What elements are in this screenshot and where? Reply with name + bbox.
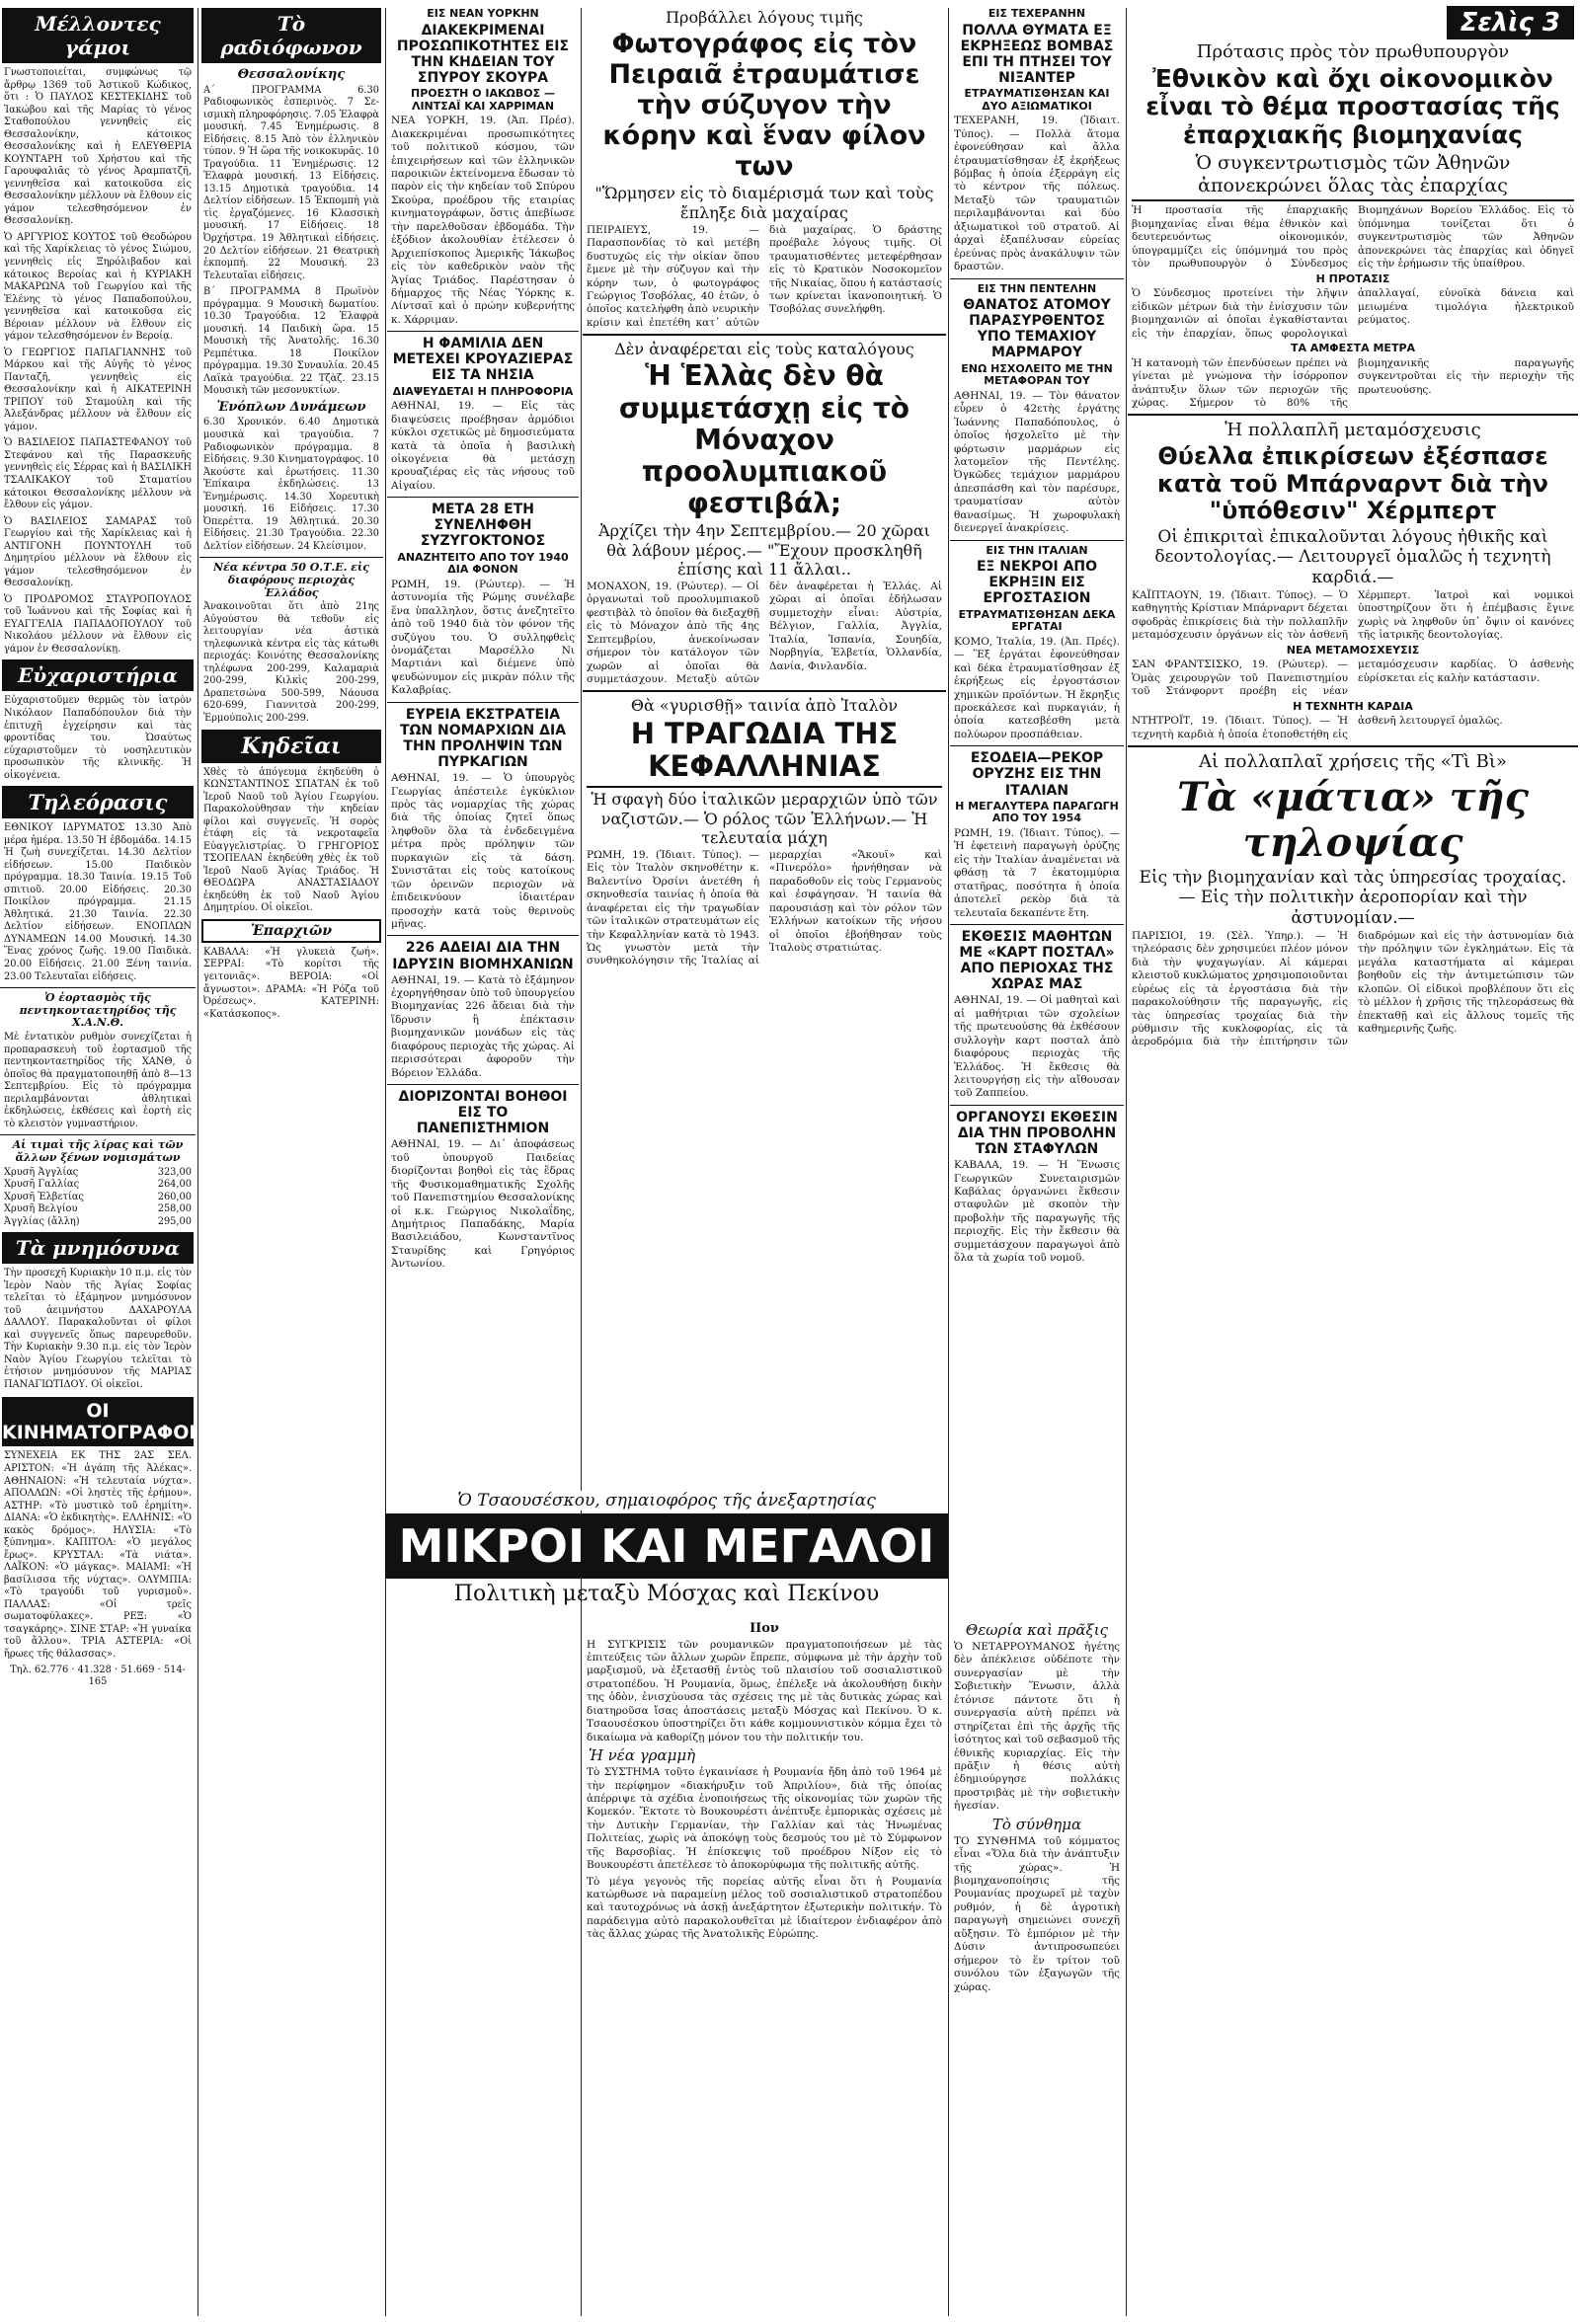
subhead-theory-practice: Θεωρία καὶ πρᾶξις: [965, 1621, 1109, 1639]
headline-postcards: ΕΚΘΕΣΙΣ ΜΑΘΗΤΩΝ ΜΕ «ΚΑΡΤ ΠΟΣΤΑΛ» ΑΠΟ ΠΕΡΙΟΧΑΣ ΤΗΣ ΧΩΡΑΣ ΜΑΣ: [959, 928, 1115, 993]
currency-value: 295,00: [157, 1215, 192, 1227]
headline-rice-record: ΕΣΟΔΕΙΑ—ΡΕΚΟΡ ΟΡΥΖΗΣ ΕΙΣ ΤΗΝ ΙΤΑΛΙΑΝ: [970, 750, 1104, 799]
headline-tv-eyes: Τὰ «μάτια» τῆς τηλοψίας: [1177, 773, 1529, 866]
column-3: [387, 0, 579, 2324]
weddings-text-2: Ὁ ΑΡΓΥΡΙΟΣ ΚΟΥΤΟΣ τοῦ Θεοδώρου καὶ τῆς Χαρίκλειας τὸ γένος Σιώμου, γεννηθεὶς εἰς Ξηρόλιβαδον καὶ κάτοικος Βεροίας καὶ ἡ ΚΥΡΙΑΚΗ ΜΑΚΑΡΩΝΑ τοῦ Γεωργίου καὶ τῆς Ἑλένης τὸ γένος Παπαδοπούλου, γεννηθεῖσα καὶ κατοικοῦσα εἰς Βέροιαν μέλλουν νὰ ἔλθουν εἰς γάμον τελεσθησόμενον ἐν Βεροίᾳ.: [4, 231, 192, 343]
headline-barnard: Θύελλα ἐπικρίσεων ἐξέσπασε κατὰ τοῦ Μπάρναρντ διὰ τὴν "ὑπόθεσιν" Χέρμπερτ: [1156, 442, 1549, 525]
ceausescu-text-2: Τὸ ΣΥΣΤΗΜΑ τοῦτο ἐγκαινίασε ἡ Ρουμανία ἤδη ἀπὸ τοῦ 1964 μὲ τὴν περίφημον «διακήρυξιν τοῦ Ἀπριλίου», διὰ τῆς ὁποίας ἀπέρριψε τὰ σχέδια ἐνοποιήσεως τῆς οἰκονομίας τῶν χωρῶν τῆς Κομεκόν. Ἔκτοτε τὸ Βουκουρέστι ἀνέπτυξε ἐμπορικὰς σχέσεις μὲ τὴν Δυτικὴν Γερμανίαν, τὴν Γαλλίαν καὶ τὰς Ἡνωμένας Πολιτείας, χωρὶς νὰ ἀποκόψῃ τοὺς δεσμούς του μὲ τὸ Σύμφωνον τῆς Βαρσοβίας. Ἡ ἐπίσκεψις τοῦ προέδρου Νίξον εἰς τὸ Βουκουρέστι ἀπετέλεσε τὸ ἀποκορύφωμα τῆς πολιτικῆς αὐτῆς.: [587, 1766, 942, 1872]
subhead-munich: Ἀρχίζει τὴν 4ην Σεπτεμβρίου.— 20 χῶραι θὰ λάβουν μέρος.— "Ἔχουν προσκληθῆ ἐπίσης καὶ 11 ἄλλαι..: [598, 521, 930, 579]
theory-practice-text: Ὁ ΝΕΤΑΡΡΟΥΜΑΝΟΣ ἡγέτης δὲν ἀπέκλεισε οὐδέποτε τὴν συνεργασίαν μὲ τὴν Σοβιετικὴν Ἕνωσιν, ἀλλὰ ἐτόνισε πάντοτε ὅτι ἡ συνεργασία αὐτὴ πρέπει νὰ στηρίζεται ἐπὶ τῆς ἀρχῆς τῆς ἰσότητος καὶ τοῦ σεβασμοῦ τῆς ἐθνικῆς κυριαρχίας. Εἰς τὴν πρᾶξιν ἡ θέσις αὐτὴ ἐδημιούργησε πολλάκις προστριβὰς μὲ τὴν σοβιετικὴν ἡγεσίαν.: [954, 1641, 1120, 1813]
subhead-tehran: ΕΤΡΑΥΜΑΤΙΣΘΗΣΑΝ ΚΑΙ ΔΥΟ ΑΞΙΩΜΑΤΙΚΟΙ: [964, 87, 1110, 113]
wife-killer-text: ΡΩΜΗ, 19. (Ρώυτερ). — Ἡ ἀστυνομία τῆς Ρώμης συνέλαβε ἕνα ὑπαλληλον, ὅστις ἀνεζητεῖτο ἀπὸ τοῦ 1940 διὰ τὸν φόνον τῆς συζύγου του. Ὁ συλληφθεὶς ὀνομάζεται Μαρσέλλο Νι Μαρτιάνι καὶ διέμενε ὑπὸ ψευδώνυμον εἰς μικρὰν πόλιν τῆς Καλαβρίας.: [391, 578, 575, 697]
rice-text: ΡΩΜΗ, 19. (Ἰδιαιτ. Τύπος). — Ἡ ἐφετεινὴ παραγωγὴ ὀρύζης εἰς τὴν Ἰταλίαν ἀναμένεται νὰ φθάσῃ τὰ 7 ἑκατομμύρια στατῆρας, ποσότητα ἡ ὁποία ἀποτελεῖ ρεκὸρ διὰ τὰ τελευταῖα δεκαπέντε ἔτη.: [954, 826, 1120, 919]
munich-text: ΜΟΝΑΧΟΝ, 19. (Ρώυτερ). — Οἱ ὀργανωταὶ τοῦ προολυμπιακοῦ φεστιβὰλ τὸ ὁποῖον θὰ διεξαχθῇ εἰς τὸ Μόναχον ἀπὸ τῆς 4ης Σεπτεμβρίου, ἀνεκοίνωσαν σήμερον τὸν κατάλογον τῶν χωρῶν αἱ ὁποῖαι θὰ συμμετάσχουν. Μεταξὺ αὐτῶν δὲν ἀναφέρεται ἡ Ἑλλάς. Αἱ χῶραι αἱ ὁποῖαι ἐδήλωσαν συμμετοχὴν εἶναι: Αὐστρία, Βέλγιον, Γαλλία, Ἀγγλία, Ἰταλία, Ἰσπανία, Σουηδία, Νορβηγία, Ἑλβετία, Ὁλλανδία, Δανία, Φινλανδία.: [587, 580, 942, 686]
kicker-kefalonia: Θὰ «γυρισθῇ» ταινία ἀπὸ Ἰταλὸν: [630, 696, 899, 716]
subhead-photographer: "Ὥρμησεν εἰς τὸ διαμέρισμά των καὶ τοὺς ἔπληξε διὰ μαχαίρας: [594, 184, 934, 222]
currency-label: Χρυσῆ Ἑλβετίας: [4, 1191, 84, 1202]
subhead-artificial-heart: Η ΤΕΧΝΗΤΗ ΚΑΡΔΙΑ: [1293, 699, 1413, 713]
currency-price-row: [4, 1216, 192, 1229]
subhead-marble: ΕΝΩ ΗΣΧΟΛΕΙΤΟ ΜΕ ΤΗΝ ΜΕΤΑΦΟΡΑΝ ΤΟΥ: [961, 361, 1113, 388]
column-rule: [948, 8, 949, 2316]
weddings-text-3: Ὁ ΓΕΩΡΓΙΟΣ ΠΑΠΑΓΙΑΝΝΗΣ τοῦ Μάρκου καὶ τῆς Αὐγῆς τὸ γένος Πανταζῆ, γεννηθεὶς εἰς Θεσσαλονίκην καὶ ἡ ΑΙΚΑΤΕΡΙΝΗ ΤΡΙΠΟΥ τοῦ Σταμούλη καὶ τῆς Ἀλεξάνδρας μέλλουν νὰ ἔλθουν εἰς γάμον.: [4, 347, 192, 432]
currency-value: 258,00: [157, 1203, 192, 1215]
kicker-italy: ΕΙΣ ΤΗΝ ΙΤΑΛΙΑΝ: [986, 543, 1088, 557]
artificial-heart-text: ΝΤΗΤΡΟΪΤ, 19. (Ἰδιαιτ. Τύπος). — Ἡ τεχνητὴ καρδιὰ ἡ ὁποία ἐτοποθετήθη εἰς ἀσθενῆ λειτουργεῖ ὁμαλῶς.: [1132, 715, 1503, 740]
kicker-tehran: ΕΙΣ ΤΕΧΕΡΑΝΗΝ: [988, 7, 1086, 20]
subhead-kefalonia: Ἡ σφαγὴ δύο ἰταλικῶν μεραρχιῶν ὑπὸ τῶν ναζιστῶν.— Ὁ ρόλος τῶν Ἑλλήνων.— Ἡ τελευταία μάχη: [591, 790, 938, 847]
kicker-tv-uses: Αἱ πολλαπλαῖ χρήσεις τῆς «Τὶ Βὶ»: [1199, 751, 1507, 773]
headline-grapes: ΟΡΓΑΝΟΥΣΙ ΕΚΘΕΣΙΝ ΔΙΑ ΤΗΝ ΠΡΟΒΟΛΗΝ ΤΩΝ ΣΤΑΦΥΛΩΝ: [956, 1109, 1118, 1158]
section-head-weddings: Μέλλοντες γάμοι: [2, 8, 194, 63]
currency-label: Χρυσῆ Γαλλίας: [4, 1179, 80, 1191]
headline-industry-permits: 226 ΑΔΕΙΑΙ ΔΙΑ ΤΗΝ ΙΔΡΥΣΙΝ ΒΙΟΜΗΧΑΝΙΩΝ: [392, 940, 574, 972]
currency-value: 260,00: [157, 1191, 192, 1202]
radio-subhead-thessaloniki: Θεσσαλονίκης: [237, 67, 346, 82]
currency-price-row: [4, 1167, 192, 1180]
provinces-cinemas-text: ΚΑΒΑΛΑ: «Ἡ γλυκειὰ ζωή». ΣΕΡΡΑΙ: «Τὸ κορίτσι τῆς γειτονιᾶς». ΒΕΡΟΙΑ: «Οἱ ἄγνωστοι». ΔΡΑΜΑ: «Ἡ Ρόζα τοῦ Ὀρέσεως». ΚΑΤΕΡΙΝΗ: «Κατάσκοπος».: [203, 946, 379, 1020]
subhead-measures: ΤΑ ΑΜΦΕΣΤΑ ΜΕΤΡΑ: [1290, 342, 1416, 355]
kicker-new-york: ΕΙΣ ΝΕΑΝ ΥΟΡΚΗΝ: [427, 7, 539, 20]
page-number-label: Σελὶς 3: [1447, 6, 1574, 39]
column-4: [583, 0, 946, 2324]
barnard-text: ΚΑΪΠΤΑΟΥΝ, 19. (Ἰδιαιτ. Τύπος). — Ὁ καθηγητὴς Κρίστιαν Μπάρναρντ δέχεται σφοδρὰς ἐπικρίσεις διὰ τὴν πολλαπλῆν μεταμόσχευσιν ὀργάνων εἰς τὸν ἀσθενῆ Χέρμπερτ. Ἰατροὶ καὶ νομικοὶ ὑποστηρίζουν ὅτι ἡ ἐπέμβασις ἔγινε χωρὶς νὰ ληφθοῦν ὑπ᾿ ὄψιν οἱ κανόνες τῆς ἰατρικῆς δεοντολογίας.: [1132, 588, 1574, 642]
kefalonia-text: ΡΩΜΗ, 19. (Ἰδιαιτ. Τύπος). — Εἰς τὸν Ἰταλὸν σκηνοθέτην κ. Βαλεντίνο Ὀρσίνι ἀνετέθη ἡ σκηνοθεσία ταινίας ἡ ὁποία θὰ ἀναφέρεται εἰς τὴν τραγωδίαν τῶν ἰταλικῶν στρατευμάτων εἰς τὴν Κεφαλληνίαν κατὰ τὸ 1943. Ὡς γνωστὸν μετὰ τὴν συνθηκολόγησιν τῆς Ἰταλίας αἱ μεραρχίαι «Ἄκουϊ» καὶ «Πινερόλο» ἠρνήθησαν νὰ παραδοθοῦν εἰς τοὺς Γερμανοὺς καὶ ἐσφάγησαν. Ἡ ταινία θὰ παρουσιάσῃ καὶ τὸν ρόλον τῶν Ἑλλήνων κατοίκων τῆς νήσου οἱ ὁποῖοι ἐβοήθησαν τοὺς Ἰταλοὺς στρατιώτας.: [587, 848, 942, 968]
kicker-transplant: Ἡ πολλαπλῆ μεταμόσχευσις: [1224, 420, 1481, 441]
section-head-radio: Τὸ ραδιόφωνον: [201, 8, 381, 63]
section-head-cinemas: ΟΙ ΚΙΝΗΜΑΤΟΓΡΑΦΟΙ: [2, 1397, 194, 1446]
headline-photographer: Φωτογράφος εἰς τὸν Πειραιᾶ ἐτραυμάτισε τὴν σύζυγον τὴν κόρην καὶ ἕναν φίλον των: [602, 29, 926, 183]
subhead-new-line: Ἡ νέα γραμμὴ: [589, 1746, 696, 1765]
subhead-proposal: Η ΠΡΟΤΑΣΙΣ: [1315, 271, 1390, 285]
television-text: ΕΘΝΙΚΟΥ ΙΔΡΥΜΑΤΟΣ 13.30 Ἀπὸ μέρα ἡμέρα. 13.50 Ἡ ἑβδομάδα. 14.15 Ἡ ζωὴ συνεχίζεται. 14.30 Δελτίον εἰδήσεων. 15.00 Παιδικὸν πρόγραμμα. 18.30 Ταινία. 19.15 Τοῦ σπιτιοῦ. 20.00 Εἰδήσεις. 20.30 Ποικίλον πρόγραμμα. 21.15 Ἀθλητικά. 21.30 Ταινία. 22.30 Δελτίον εἰδήσεων. ΕΝΟΠΛΩΝ ΔΥΝΑΜΕΩΝ 14.00 Μουσική. 14.30 Ἕνας χρόνος ζωῆς. 19.00 Παιδικὰ. 20.00 Εἰδήσεις. 21.00 Ξένη ταινία. 23.00 Τελευταῖαι εἰδήσεις.: [4, 822, 192, 982]
ote-centers-text: Ἀνακοινοῦται ὅτι ἀπὸ 21ης Αὐγούστου θὰ τεθοῦν εἰς λειτουργίαν νέα ἀστικὰ τηλεφωνικὰ κέντρα εἰς τὰς κάτωθι περιοχάς: Κοινότης Θεσσαλονίκης τηλέφωνα 200-299, Καλαμαριὰ 200-299, Κιλκὶς 200-299, Δραπετσώνα 500-599, Νάουσα 620-699, Γιαννιτσὰ 200-299, Ἑρμούπολις 200-299.: [203, 601, 379, 725]
column-1: [0, 0, 196, 2324]
xanth-text: Μὲ ἐντατικὸν ρυθμὸν συνεχίζεται ἡ προπαρασκευὴ τοῦ ἑορτασμοῦ τῆς πεντηκονταετηρίδος τῆς ΧΑΝΘ, ὁ ὁποῖος θὰ πραγματοποιηθῇ ἀπὸ 8—13 Σεπτεμβρίου. Εἰς τὸ πρόγραμμα περιλαμβάνονται ἀθλητικαὶ ἐκδηλώσεις, ἐκθέσεις καὶ ἑορτὴ εἰς τὸ κλειστὸν γυμναστήριον.: [4, 1031, 192, 1129]
headline-marble-death: ΘΑΝΑΤΟΣ ΑΤΟΜΟΥ ΠΑΡΑΣΥΡΘΕΝΤΟΣ ΥΠΟ ΤΕΜΑΧΙΟΥ ΜΑΡΜΑΡΟΥ: [963, 297, 1111, 361]
tv-uses-text: ΠΑΡΙΣΙΟΙ, 19. (Σὲλ. Ὑπηρ.). — Ἡ τηλεόρασις δὲν χρησιμεύει πλέον μόνον διὰ τὴν ψυχαγωγίαν. Αἱ κάμεραι κλειστοῦ κυκλώματος χρησιμοποιοῦνται εὐρέως εἰς τὰ ἐργοστάσια διὰ τὴν παρακολούθησιν τῆς παραγωγῆς, εἰς τὰς ὑπηρεσίας τροχαίας διὰ τὴν ρύθμισιν τῆς κυκλοφορίας, εἰς τὰ ἀεροδρόμια διὰ τὴν ἐπιτήρησιν τῶν διαδρόμων καὶ εἰς τὴν ἀστυνομίαν διὰ τὴν πρόληψιν τῶν ἐγκλημάτων. Εἰς τὰ μεγάλα καταστήματα αἱ κάμεραι βοηθοῦν εἰς τὴν ἀντιμετώπισιν τῶν κλοπῶν. Οἱ εἰδικοὶ προβλέπουν ὅτι εἰς τὸ μέλλον ἡ χρῆσις τῆς τηλεοράσεως θὰ ἐπεκταθῇ καὶ εἰς ἄλλους τομεῖς τῆς καθημερινῆς ζωῆς.: [1132, 929, 1574, 1048]
section-head-provinces: Ἐπαρχιῶν: [201, 919, 381, 943]
provincial-industry-text-1: Ἡ προστασία τῆς ἐπαρχιακῆς βιομηχανίας εἶναι θέμα ἐθνικὸν καὶ δευτερευόντως οἰκονομικόν, ὑπογραμμίζει εἰς ὑπόμνημά του πρὸς τὸν πρωθυπουργὸν ὁ Σύνδεσμος Βιομηχάνων Βορείου Ἑλλάδος. Εἰς τὸ ὑπόμνημα τονίζεται ὅτι ὁ συγκεντρωτισμὸς τῶν Ἀθηνῶν ἀπονεκρώνει τὰς ἐπαρχίας καὶ ὁδηγεῖ εἰς τὴν ἐρήμωσιν τῆς ὑπαίθρου.: [1132, 204, 1574, 271]
banner-subhead: Πολιτικὴ μεταξὺ Μόσχας καὶ Πεκίνου: [453, 1582, 880, 1607]
headline-factory-explosion: ΕΞ ΝΕΚΡΟΙ ΑΠΟ ΕΚΡΗΞΙΝ ΕΙΣ ΕΡΓΟΣΤΑΣΙΟΝ: [976, 559, 1098, 607]
currency-price-row: [4, 1203, 192, 1216]
provincial-industry-text-3: Ἡ κατανομὴ τῶν ἐπενδύσεων πρέπει νὰ γίνεται μὲ γνώμονα τὴν ἰσόρροπον ἀνάπτυξιν ὅλων τῶν περιοχῶν τῆς χώρας. Σήμερον τὸ 80% τῆς βιομηχανικῆς παραγωγῆς συγκεντροῦται εἰς τὴν περιοχὴν τῆς πρωτευούσης.: [1132, 356, 1574, 409]
radio-armed-forces-text: 6.30 Χρονικόν. 6.40 Δημοτικὰ μουσικὰ καὶ τραγούδια. 7 Ραδιοφωνικὸν πρόγραμμα. 8 Εἰδήσεις. 9.30 Κινηματογράφος. 10 Ἀκούστε καὶ ἐρωτήσεις. 11.30 Ἐπίκαιρα ἐκδηλώσεις. 13 Ἐνημέρωσις. 14.30 Χορευτικὴ μουσική. 16 Εἰδήσεις. 17.30 Ὀπερέττα. 19 Ἀθλητικά. 20.30 Εἰδήσεις. 21.30 Τραγούδια. 22.30 Δελτίον εἰδήσεων. 24 Κλείσιμον.: [203, 417, 379, 552]
section-head-funerals: Κηδεῖαι: [201, 730, 381, 763]
memorials-text: Τὴν προσεχῆ Κυριακὴν 10 π.μ. εἰς τὸν Ἱερὸν Ναὸν τῆς Ἁγίας Σοφίας τελεῖται τὸ ἑξάμηνον μνημόσυνον τοῦ ἀειμνήστου ΔΑΧΑΡΟΥΛΑ ΔΑΛΛΟΥ. Παρακαλοῦνται οἱ φίλοι καὶ συγγενεῖς ὅπως παρευρεθοῦν. Τὴν Κυριακὴν 9.30 π.μ. εἰς τὸν Ἱερὸν Ναὸν Ἁγίου Γεωργίου τελεῖται τὸ ἐτήσιον μνημόσυνον τῆς ΜΑΡΙΑΣ ΠΑΝΑΓΙΩΤΙΔΟΥ. Οἱ οἰκεῖοι.: [4, 1268, 192, 1390]
currency-label: Ἀγγλίας (ἄλλη): [4, 1215, 80, 1227]
ceausescu-feature-right: [950, 1619, 1124, 1994]
university-assistants-text: ΑΘΗΝΑΙ, 19. — Δι᾿ ἀποφάσεως τοῦ ὑπουργοῦ Παιδείας διορίζονται βοηθοὶ εἰς τὰς ἕδρας τῆς Φυσικομαθηματικῆς Σχολῆς τοῦ Πανεπιστημίου Θεσσαλονίκης οἱ κ.κ. Γεώργιος Νικολαΐδης, Δημήτριος Παπαδάκης, Μαρία Βασιλειάδου, Κωνσταντῖνος Σταυρίδης καὶ Γρηγόριος Ἀντωνίου.: [391, 1138, 575, 1271]
marble-text: ΑΘΗΝΑΙ, 19. — Τὸν θάνατον εὗρεν ὁ 42ετὴς ἐργάτης Ἰωάννης Παπαδόπουλος, ὁ ὁποῖος ἠσχολεῖτο μὲ τὴν φόρτωσιν μαρμάρων εἰς λατομεῖον τῆς Πεντέλης. Ὀγκῶδες τεμάχιον μαρμάρου ἀπεσπάσθη καὶ τὸν παρέσυρε, τραυματίσαν αὐτὸν θανασίμως. Ἡ χωροφυλακὴ διενεργεῖ ἀνακρίσεις.: [954, 389, 1120, 535]
subhead-wife-killer: ΑΝΑΖΗΤΕΙΤΟ ΑΠΟ ΤΟΥ 1940 ΔΙΑ ΦΟΝΟΝ: [397, 550, 569, 577]
kicker-photographer: Προβάλλει λόγους τιμῆς: [666, 8, 863, 27]
weddings-text-5: Ὁ ΒΑΣΙΛΕΙΟΣ ΣΑΜΑΡΑΣ τοῦ Γεωργίου καὶ τῆς Χαρίκλειας καὶ ἡ ΑΝΤΙΓΟΝΗ ΠΟΥΝΤΟΥΛΗ τοῦ Δημητρίου μέλλουν νὰ ἔλθουν εἰς γάμον τελεσθησόμενον ἐν Θεσσαλονίκῃ.: [4, 515, 192, 589]
ceausescu-feature-left: [583, 1619, 946, 1942]
skouras-text: ΝΕΑ ΥΟΡΚΗ, 19. (Ἀπ. Πρέσ). Διακεκριμέναι προσωπικότητες τοῦ πολιτικοῦ κόσμου, τῶν ἐπιχειρήσεων καὶ τῶν ἑλληνικῶν παροικιῶν ἐκτείνομενα ἔδωσαν τὸ παρὸν εἰς τὴν κηδείαν τοῦ Σπύρου Σκούρα, προέδρου τῆς εταιρίας κινηματογράφων, ὅστις ἀπεβίωσε τὴν παρελθοῦσαν ἑβδομάδα. Τὴν ἐξόδιον ἀκολουθίαν ἐτέλεσεν ὁ Ἀρχιεπίσκοπος Ἀμερικῆς Ἰάκωβος εἰς τὸν καθεδρικὸν ναὸν τῆς Ἁγίας Τριάδος. Παρέστησαν ὁ δήμαρχος τῆς Νέας Ὑόρκης κ. Λίντσαϊ καὶ ὁ πρώην κυβερνήτης κ. Χάρριμαν.: [391, 115, 575, 326]
currency-label: Χρυσῆ Ἀγγλίας: [4, 1166, 79, 1178]
section-head-thanks: Εὐχαριστήρια: [2, 659, 194, 691]
currency-value: 323,00: [157, 1166, 192, 1178]
column-6: [1128, 0, 1578, 2324]
headline-kefalonia: Η ΤΡΑΓΩΔΙΑ ΤΗΣ ΚΕΦΑΛΛΗΝΙΑΣ: [587, 718, 942, 789]
provincial-industry-text-2: Ὁ Σύνδεσμος προτείνει τὴν λῆψιν εἰδικῶν μέτρων διὰ τὴν ἐνίσχυσιν τῶν βιομηχανιῶν αἱ ὁποῖαι ἐγκαθίστανται εἰς τὴν ἐπαρχίαν, ὅπως φορολογικαὶ ἀπαλλαγαί, εὐνοϊκὰ δάνεια καὶ μειωμένα τιμολόγια ἠλεκτρικοῦ ρεύματος.: [1132, 287, 1574, 340]
kicker-provincial-industry: Πρότασις πρὸς τὸν πρωθυπουργὸν: [1196, 41, 1510, 62]
currency-value: 264,00: [157, 1179, 192, 1191]
headline-skouras-funeral: ΔΙΑΚΕΚΡΙΜΕΝΑΙ ΠΡΟΣΩΠΙΚΟΤΗΤΕΣ ΕΙΣ ΤΗΝ ΚΗΔΕΙΑΝ ΤΟΥ ΣΠΥΡΟΥ ΣΚΟΥΡΑ: [396, 22, 570, 86]
section-head-television: Τηλεόρασις: [2, 786, 194, 818]
currency-price-row: [4, 1179, 192, 1192]
radio-program-a: Α΄ ΠΡΟΓΡΑΜΜΑ 6.30 Ραδιοφωνικὸς ἐσπερινὸς. 7 Σεισμικὴ πληροφόρησις. 7.05 Ἐλαφρὰ μουσική. 7.45 Ἐνημέρωσις. 8 Εἰδήσεις. 8.15 Ἀπὸ τὸν ἑλληνικὸν τύπον. 9 Ἡ ὥρα τῆς νοικοκυρᾶς. 10 Τραγούδια. 11 Ἐνημέρωσις. 12 Ἐλαφρὰ μουσική. 13 Εἰδήσεις. 13.15 Δημοτικὰ τραγούδια. 14 Δελτίον εἰδήσεων. 15 Ἐκπομπὴ γιὰ τὶς ἐργαζόμενες. 16 Κλασσικὴ μουσική. 17 Εἰδήσεις. 18 Ὀρχήστρα. 19 Ἀθλητικαὶ εἰδήσεις. 20 Δελτίον εἰδήσεων. 21 Θεατρικὴ ἐκπομπή. 22 Μουσική. 23 Τελευταῖαι εἰδήσεις.: [203, 84, 379, 281]
headline-currency: Αἱ τιμαὶ τῆς λίρας καὶ τῶν ἄλλων ξένων νομισμάτων: [12, 1138, 184, 1164]
royal-cruise-text: ΑΘΗΝΑΙ, 19. — Εἰς τὰς διαψεύσεις προέβησαν ἁρμόδιοι κύκλοι σχετικῶς μὲ δημοσιεύματα κατὰ τὰ ὁποῖα ἡ βασιλικὴ οἰκογένεια θὰ μετάσχῃ κρουαζιέρας εἰς τὰς νήσους τοῦ Αἰγαίου.: [391, 400, 575, 492]
slogan-text: ΤΟ ΣΥΝΘΗΜΑ τοῦ κόμματος εἶναι «Ὅλα διὰ τὴν ἀνάπτυξιν τῆς χώρας». Ἡ βιομηχανοποίησις τῆς Ρουμανίας προχωρεῖ μὲ ταχὺν ρυθμόν, ἡ δὲ ἀγροτικὴ παραγωγὴ σημειώνει συνεχῆ αὔξησιν. Τὸ ἐμπόριον μὲ τὴν Δύσιν ἀντιπροσωπεύει σήμερον τὸ ἕν τρίτον τοῦ συνόλου τῶν ἐξαγωγῶν τῆς χώρας.: [954, 1834, 1120, 1993]
radio-subhead-armed-forces: Ἐνόπλων Δυνάμεων: [216, 399, 366, 415]
cinemas-text: ΣΥΝΕΧΕΙΑ ΕΚ ΤΗΣ 2ΑΣ ΣΕΛ. ΑΡΙΣΤΟΝ: «Ἡ ἀγάπη τῆς Ἀλέκας». ΑΘΗΝΑΙΟΝ: «Ἡ τελευταία νύχτα». ΑΠΟΛΛΩΝ: «Οἱ ληστὲς τῆς ἐρήμου». ΑΣΤΗΡ: «Τὸ μυστικὸ τοῦ ἐρημίτη». ΔΙΑΝΑ: «Ὁ ἐκδικητὴς». ΕΛΛΗΝΙΣ: «Ὁ κακὸς δρόμος». ΗΛΥΣΙΑ: «Τὸ ξύπνημα». ΚΑΠΙΤΟΛ: «Ὁ μεγάλος ἔρως». ΚΡΥΣΤΑΛ: «Τὰ νιάτα». ΛΑΪΚΟΝ: «Ὁ μάγκας». ΜΑΙΑΜΙ: «Ἡ βασίλισσα τῆς νύχτας». ΟΛΥΜΠΙΑ: «Τὸ τραγούδι τοῦ γυρισμοῦ». ΠΑΛΛΑΣ: «Οἱ τρεῖς σωματοφύλακες». ΡΕΞ: «Ὁ τσαγκάρης». ΣΙΝΕ ΣΤΑΡ: «Ἡ γυναίκα τοῦ ἄλλου». ΤΡΙΑ ΑΣΤΕΡΙΑ: «Οἱ ἥρωες τῆς θάλασσας».: [4, 1450, 192, 1660]
headline-fire-prevention: ΕΥΡΕΙΑ ΕΚΣΤΡΑΤΕΙΑ ΤΩΝ ΝΟΜΑΡΧΙΩΝ ΔΙΑ ΤΗΝ ΠΡΟΛΗΨΙΝ ΤΩΝ ΠΥΡΚΑΓΙΩΝ: [399, 706, 567, 771]
column-2: [199, 0, 383, 2324]
currency-label: Χρυσῆ Βελγίου: [4, 1203, 78, 1215]
headline-tehran-bomb: ΠΟΛΛΑ ΘΥΜΑΤΑ ΕΞ ΕΚΡΗΞΕΩΣ ΒΟΜΒΑΣ ΕΠΙ ΤΗ ΠΤΗΣΕΙ ΤΟΥ ΝΙΞΑΝΤΕΡ: [960, 22, 1114, 86]
column-rule: [1126, 8, 1127, 2316]
subhead-new-transplant: ΝΕΑ ΜΕΤΑΜΟΣΧΕΥΣΙΣ: [1286, 643, 1420, 657]
column-rule: [385, 8, 386, 2316]
subhead-skouras: ΠΡΟΕΣΤΗ Ο ΙΑΚΩΒΟΣ — ΛΙΝΤΣΑΪ ΚΑΙ ΧΑΡΡΙΜΑΝ: [411, 87, 555, 113]
feature-part-label: ΙΙον: [750, 1621, 779, 1636]
subhead-rice: Η ΜΕΓΑΛΥΤΕΡΑ ΠΑΡΑΓΩΓΗ ΑΠΟ ΤΟΥ 1954: [955, 799, 1119, 825]
subhead-royal-cruise: ΔΙΑΨΕΥΔΕΤΑΙ Η ΠΛΗΡΟΦΟΡΙΑ: [392, 384, 574, 398]
subhead-slogan: Τὸ σύνθημα: [991, 1815, 1082, 1833]
kicker-munich: Δὲν ἀναφέρεται εἰς τοὺς καταλόγους: [614, 340, 914, 359]
headline-wife-killer: ΜΕΤΑ 28 ΕΤΗ ΣΥΝΕΛΗΦΘΗ ΣΥΖΥΓΟΚΤΟΝΟΣ: [420, 502, 546, 550]
photographer-text: ΠΕΙΡΑΙΕΥΣ, 19. — Παρασπονδίας τὸ καὶ μετέβη δυστυχῶς εἰς τὴν οἰκίαν ὅπου ἔμενε μὲ τὴν σύζυγον καὶ τὴν κόρην των, ὁ φωτογράφος Γεώργιος Τσοβόλας, 40 ἐτῶν, ὁ ὁποῖος κατελήφθη ἀπὸ νευρικὴν κρίσιν καὶ ἐπετέθη κατ᾿ αὐτῶν διὰ μαχαίρας. Ὁ δράστης προέβαλε λόγους τιμῆς. Οἱ τραυματισθέντες μετεφέρθησαν εἰς τὸ Κρατικὸν Νοσοκομεῖον τῆς Νικαίας, ὅπου ἡ κατάστασίς των κρίνεται ἱκανοποιητική. Ὁ Τσοβόλας συνελήφθη.: [587, 223, 942, 329]
industry-permits-text: ΑΘΗΝΑΙ, 19. — Κατὰ τὸ ἑξάμηνον ἐχορηγήθησαν ὑπὸ τοῦ ὑπουργείου Βιομηχανίας 226 ἄδειαι διὰ τὴν ἵδρυσιν ἢ ἐπέκτασιν βιομηχανικῶν μονάδων εἰς τὰς διαφόρους περιοχὰς τῆς χώρας. Αἱ περισσότεραι ἀφοροῦν τὴν Βόρειον Ἑλλάδα.: [391, 973, 575, 1079]
tehran-text: ΤΕΧΕΡΑΝΗ, 19. (Ἰδιαιτ. Τύπος). — Πολλὰ ἄτομα ἐφονεύθησαν καὶ ἄλλα ἐτραυματίσθησαν ἐξ ἐκρήξεως βόμβας ἡ ὁποία ἐξερράγη εἰς τὸ κέντρον τῆς πόλεως. Μεταξὺ τῶν τραυματιῶν περιλαμβάνονται καὶ δύο ἀξιωματικοὶ τοῦ στρατοῦ. Αἱ ἀρχαὶ ἐξαπέλυσαν εὐρείας ἐρεύνας πρὸς ἀνακάλυψιν τῶν δραστῶν.: [954, 115, 1120, 273]
ceausescu-text-3: Τὸ μέγα γεγονὸς τῆς πορείας αὐτῆς εἶναι ὅτι ἡ Ρουμανία κατώρθωσε νὰ παραμείνῃ μέλος τοῦ σοσιαλιστικοῦ στρατοπέδου καὶ ταυτοχρόνως νὰ ἀσκῇ ἀνεξάρτητον ἐξωτερικὴν πολιτικήν. Τὸ παράδειγμα αὐτὸ παρακολουθεῖται μὲ ἰδιαίτερον ἐνδιαφέρον ἀπὸ τὰς ἄλλας χώρας τῆς Ἀνατολικῆς Εὐρώπης.: [587, 1875, 942, 1941]
ceausescu-strap: Ὁ Τσαουσέσκου, σημαιοφόρος τῆς ἀνεξαρτησίας: [389, 1491, 944, 1511]
currency-price-list: [4, 1167, 192, 1229]
cinema-phones: Τηλ. 62.776 · 41.328 · 51.669 · 514-165: [10, 1664, 186, 1688]
thanks-text: Εὐχαριστοῦμεν θερμῶς τὸν ἰατρὸν Νικόλαον Παπαδόπουλον διὰ τὴν ἐπιτυχῆ ἐγχείρησιν καὶ τὰς φροντίδας του. Ὡσαύτως εὐχαριστοῦμεν τὸ νοσηλευτικὸν προσωπικὸν τῆς κλινικῆς. Ἡ οἰκογένεια.: [4, 695, 192, 781]
headline-munich-festival: Ἡ Ἑλλὰς δὲν θὰ συμμετάσχῃ εἰς τὸ Μόναχον προολυμπιακοῦ φεστιβάλ;: [618, 359, 910, 520]
subhead-provincial-industry: Ὁ συγκεντρωτισμὸς τῶν Ἀθηνῶν ἀπονεκρώνει ὅλας τὰς ἐπαρχίας: [1132, 152, 1574, 202]
section-head-memorials: Τὰ μνημόσυνα: [2, 1232, 194, 1264]
banner-mikroi-kai-megaloi: ΜΙΚΡΟΙ ΚΑΙ ΜΕΓΑΛΟΙ: [385, 1513, 948, 1579]
factory-text: ΚΟΜΟ, Ἰταλία, 19. (Ἀπ. Πρές). — Ἓξ ἐργάται ἐφονεύθησαν καὶ δέκα ἐτραυματίσθησαν ἐξ ἐκρήξεως εἰς ἐργοστάσιον χημικῶν προϊόντων. Ἡ ἔκρηξις προεκάλεσε καὶ πυρκαγιάν, ἡ ὁποία κατεσβέσθη μετὰ πολύωρον προσπάθειαν.: [954, 635, 1120, 740]
headline-royal-cruise: Η ΦΑΜΙΛΙΑ ΔΕΝ ΜΕΤΕΧΕΙ ΚΡΟΥΑΖΙΕΡΑΣ ΕΙΣ ΤΑ ΝΗΣΙΑ: [392, 336, 574, 384]
weddings-text-4: Ὁ ΒΑΣΙΛΕΙΟΣ ΠΑΠΑΣΤΕΦΑΝΟΥ τοῦ Στεφάνου καὶ τῆς Παρασκευῆς γεννηθεὶς εἰς Σέρρας καὶ ἡ ΒΑΣΙΛΙΚΗ ΤΣΑΛΙΚΑΚΟΥ τοῦ Σταματίου κάτοικοι Θεσσαλονίκης μέλλουν νὰ ἔλθουν εἰς γάμον.: [4, 437, 192, 511]
currency-price-row: [4, 1192, 192, 1204]
subhead-barnard: Οἱ ἐπικριταὶ ἐπικαλοῦνται λόγους ἠθικῆς καὶ δεοντολογίας.— Λειτουργεῖ ὁμαλῶς ἡ τεχνητὴ καρδιά.—: [1154, 526, 1551, 587]
subhead-tv-uses: Εἰς τὴν βιομηχανίαν καὶ τὰς ὑπηρεσίας τροχαίας.— Εἰς τὴν πολιτικὴν ἀεροπορίαν καὶ τὴν ἀστυνομίαν.—: [1139, 867, 1567, 928]
new-transplant-text: ΣΑΝ ΦΡΑΝΤΣΙΣΚΟ, 19. (Ρώυτερ). — Ὁμὰς χειρουργῶν τοῦ Πανεπιστημίου τοῦ Στάνφορντ προέβη εἰς νέαν μεταμόσχευσιν καρδίας. Ὁ ἀσθενὴς εὑρίσκεται εἰς καλὴν κατάστασιν.: [1132, 658, 1574, 698]
column-rule: [581, 8, 582, 2316]
radio-program-b: Β΄ ΠΡΟΓΡΑΜΜΑ 8 Πρωϊνὸν πρόγραμμα. 9 Μουσικὴ δωματίου. 10.30 Τραγούδια. 12 Ἐλαφρὰ μουσική. 14 Παιδικὴ ὥρα. 15 Μουσικὴ τῆς Ἀνατολῆς. 16.30 Ρεμπέτικα. 18 Ποικίλον πρόγραμμα. 19.30 Συναυλία. 20.45 Λαϊκὰ τραγούδια. 22 Τζὰζ. 23.15 Μουσικὴ τῶν μεσονυκτίων.: [203, 286, 379, 397]
headline-ote-centers: Νέα κέντρα 50 Ο.Τ.Ε. εἰς διαφόρους περιοχὰς Ἑλλάδος: [213, 561, 369, 599]
ceausescu-text-1: Η ΣΥΓΚΡΙΣΙΣ τῶν ρουμανικῶν πραγματοποιήσεων μὲ τὰς ἐπιτεύξεις τῶν ἄλλων χωρῶν ἔπρεπε, σύμφωνα μὲ τὴν ἀρχὴν τοῦ μαρξισμοῦ, νὰ ἐξετασθῇ ἐντὸς τοῦ πλαισίου τοῦ σοσιαλιστικοῦ στρατοπέδου. Ἡ Ρουμανία, ὅμως, ἐπέλεξε νὰ ἀκολουθήσῃ δικὴν της ὁδὸν, ἐνισχύουσα τὰς σχέσεις της μὲ τὰς δυτικὰς χώρας καὶ διατηροῦσα ἴσας ἀποστάσεις μεταξὺ Μόσχας καὶ Πεκίνου. Ὁ κ. Τσαουσέσκου ὑποστηρίζει ὅτι κάθε κομμουνιστικὸν κόμμα ἔχει τὸ δικαίωμα νὰ καθορίζῃ μόνον του τὴν πολιτικήν του.: [587, 1638, 942, 1743]
headline-university-assistants: ΔΙΟΡΙΖΟΝΤΑΙ ΒΟΗΘΟΙ ΕΙΣ ΤΟ ΠΑΝΕΠΙΣΤΗΜΙΟΝ: [398, 1089, 568, 1137]
kicker-penteli: ΕΙΣ ΤΗΝ ΠΕΝΤΕΛΗΝ: [977, 281, 1097, 295]
funerals-text: Χθὲς τὸ ἀπόγευμα ἐκηδεύθη ὁ ΚΩΝΣΤΑΝΤΙΝΟΣ ΣΠΑΤΑΝ ἐκ τοῦ Ἱεροῦ Ναοῦ τοῦ Ἁγίου Γεωργίου. Παρακολούθησαν τὴν κηδείαν φίλοι καὶ συγγενεῖς. Ἡ σορὸς ἐτάφη εἰς τὰ νεκροταφεῖα Εὐαγγελιστρίας. Ὁ ΓΡΗΓΟΡΙΟΣ ΤΣΟΠΕΛΑΝ ἐκηδεύθη χθὲς ἐκ τοῦ Ἱεροῦ Ναοῦ Ἁγίας Τριάδος. Ἡ ΘΕΟΔΩΡΑ ΑΝΑΣΤΑΣΙΑΔΟΥ ἐκηδεύθη ἐκ τοῦ Ναοῦ Ἁγίου Δημητρίου. Οἱ οἰκεῖοι.: [203, 766, 379, 914]
weddings-text-6: Ὁ ΠΡΟΔΡΟΜΟΣ ΣΤΑΥΡΟΠΟΥΛΟΣ τοῦ Ἰωάννου καὶ τῆς Σοφίας καὶ ἡ ΕΥΑΓΓΕΛΙΑ ΠΑΠΑΔΟΠΟΥΛΟΥ τοῦ Νικολάου μέλλουν νὰ ἔλθουν εἰς γάμον ἐν Θεσσαλονίκῃ.: [4, 593, 192, 655]
postcards-text: ΑΘΗΝΑΙ, 19. — Οἱ μαθηταὶ καὶ αἱ μαθήτριαι τῶν σχολείων τῆς πρωτευούσης θὰ ἐκθέσουν συλλογὴν καρτ ποσταλ ἀπὸ διαφόρους περιοχὰς τῆς Ἑλλάδος. Ἡ ἔκθεσις θὰ λειτουργήσῃ εἰς τὴν αἴθουσαν τοῦ Ζαππείου.: [954, 994, 1120, 1100]
weddings-text-1: Γνωστοποιείται, συμφώνως τῷ ἄρθρῳ 1369 τοῦ Ἀστικοῦ Κώδικος, ὅτι : Ὁ ΠΑΥΛΟΣ ΚΕΣΤΕΚΙΔΗΣ τοῦ Ἰακώβου καὶ τῆς Μαρίας τὸ γένος Σταθοπούλου γεννηθεὶς εἰς Θεσσαλονίκην, κάτοικος Θεσσαλονίκης καὶ ἡ ΕΛΕΥΘΕΡΙΑ ΚΟΥΝΤΑΡΗ τοῦ Χρήστου καὶ τῆς Γαρουφαλιᾶς τὸ γένος Ἀραμπατζῆ, γεννηθεῖσα καὶ κατοικοῦσα εἰς Θεσσαλονίκην μέλλουν νὰ ἔλθουν εἰς γάμον τελεσθησόμενον ἐν Θεσσαλονίκῃ.: [4, 67, 192, 227]
ceausescu-feature-header: [385, 1489, 948, 1610]
fire-prevention-text: ΑΘΗΝΑΙ, 19. — Ὁ ὑπουργὸς Γεωργίας ἀπέστειλε ἐγκύκλιον πρὸς τὰς νομαρχίας τῆς χώρας διὰ τῆς ὁποίας ζητεῖ ὅπως ληφθοῦν ὅλα τὰ ἐνδεδειγμένα μέτρα πρὸς πρόληψιν τῶν πυρκαγιῶν εἰς τὰ δάση. Συνιστᾶται εἰς τοὺς κατοίκους τῶν ὀρεινῶν περιοχῶν νὰ ἐπιδεικνύουν ἰδιαιτέραν προσοχὴν κατὰ τοὺς θερινοὺς μῆνας.: [391, 772, 575, 930]
headline-xanth: Ὁ ἑορτασμὸς τῆς πεντηκονταετηρίδος τῆς Χ.Α.Ν.Θ.: [19, 991, 177, 1030]
subhead-factory: ΕΤΡΑΥΜΑΤΙΣΘΗΣΑΝ ΔΕΚΑ ΕΡΓΑΤΑΙ: [958, 607, 1116, 634]
grapes-text: ΚΑΒΑΛΑ, 19. — Ἡ Ἕνωσις Γεωργικῶν Συνεταιρισμῶν Καβάλας ὀργανώνει ἔκθεσιν σταφυλῶν μὲ σκοπὸν τὴν προβολὴν τῆς παραγωγῆς τῆς περιοχῆς. Εἰς τὴν ἔκθεσιν θὰ συμμετάσχουν παραγωγοὶ ἀπὸ ὅλα τὰ χωρία τοῦ νομοῦ.: [954, 1159, 1120, 1265]
headline-provincial-industry: Ἐθνικὸν καὶ ὄχι οἰκονομικὸν εἶναι τὸ θέμα προστασίας τῆς ἐπαρχιακῆς βιομηχανίας: [1146, 63, 1560, 150]
